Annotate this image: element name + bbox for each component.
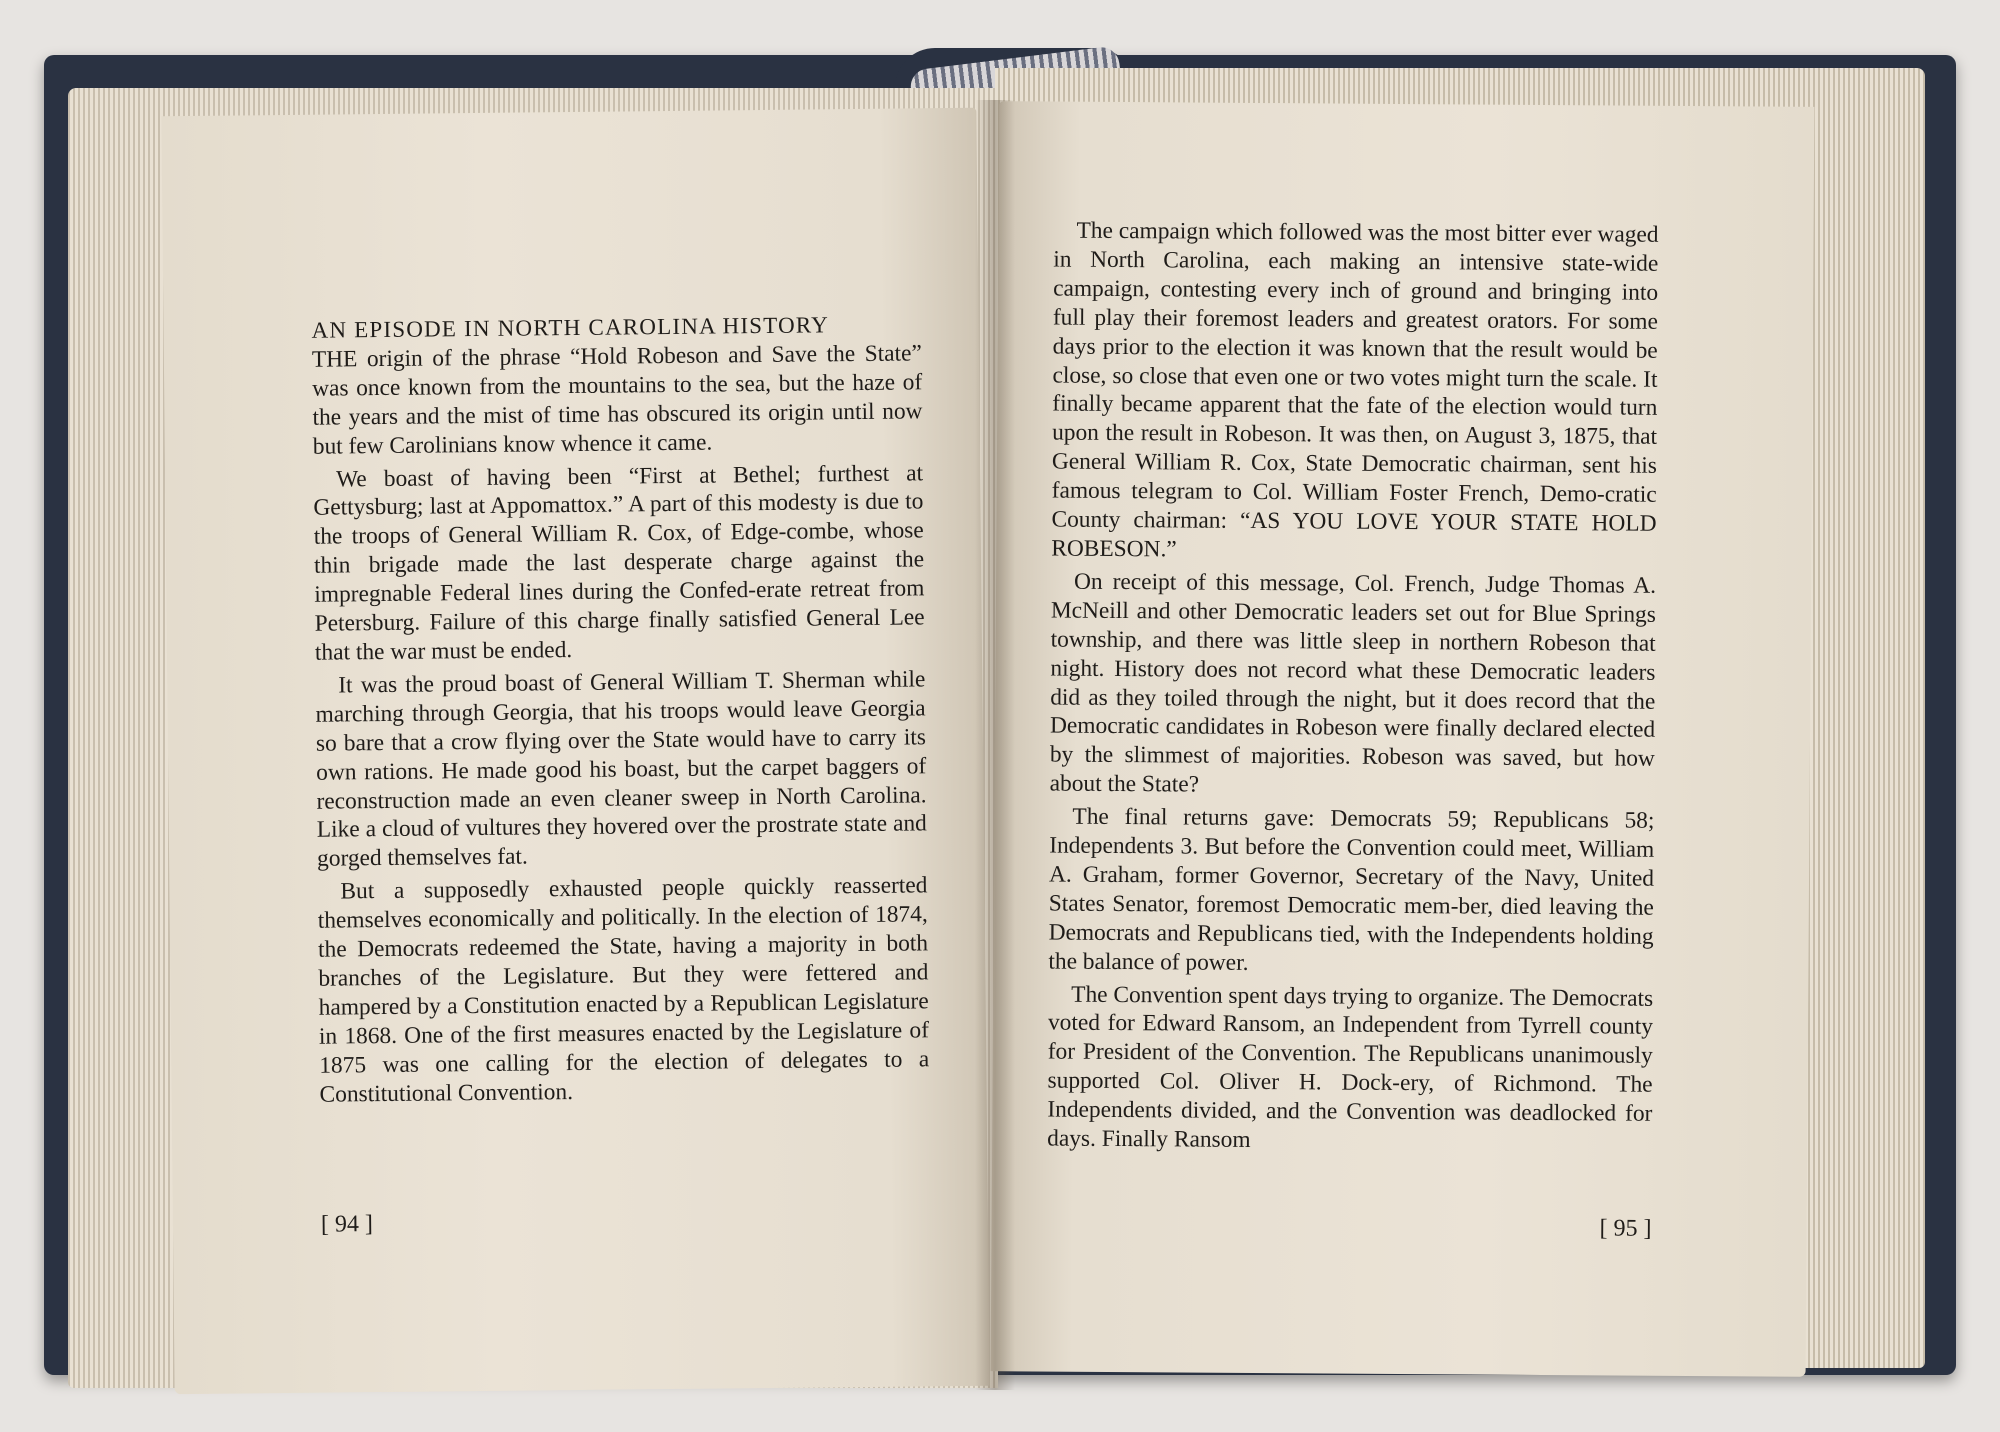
right-page-text [1047,217,1659,1158]
page-number: [ 94 ] [320,1211,374,1238]
page-number: [ 95 ] [1599,1215,1652,1242]
chapter-heading: AN EPISODE IN NORTH CAROLINA HISTORY [311,312,830,343]
paragraph: The final returns gave: Democrats 59; Republicans 58; Independents 3. But before the Convention could meet, William A. Graham, former Governor, Secretary of the Navy, United States Senator, foremost Democratic mem-ber, died leaving the Democrats and Republicans tied, with the Independents holding the balance of power. [1048,803,1655,976]
paragraph: THE origin of the phrase “Hold Robeson and Save the State” was once known from the mountains to the sea, but the haze of the years and the mist of time has obscured its origin until now but few Carolinians know whence it came. [311,340,923,460]
paragraph: But a supposedly exhausted people quickly reasserted themselves economically and politically. In the election of 1874, the Democrats redeemed the State, having a majority in both branches of the Legislature. But they were fettered and hampered by a Constitution enacted by a Republican Legislature in 1868. One of the first measures enacted by the Legislature of 1875 was one calling for the election of delegates to a Constitutional Convention. [317,872,930,1108]
left-page-text [311,310,929,1109]
paragraph: It was the proud boast of General William T. Sherman while marching through Georgia, that his troops would leave Georgia so bare that a crow flying over the State would have to carry its own rations. He made good his boast, but the carpet baggers of reconstruction made an even cleaner sweep in North Carolina. Like a cloud of vultures they hovered over the prostrate state and gorged themselves fat. [315,666,927,873]
paragraph: The Convention spent days trying to organize. The Democrats voted for Edward Ransom, an Independent from Tyrrell county for President of the Convention. The Republicans unanimously supported Col. Oliver H. Dock-ery, of Richmond. The Independents divided, and the Convention was deadlocked for days. Finally Ransom [1047,981,1654,1154]
paragraph: The campaign which followed was the most bitter ever waged in North Carolina, each making an intensive state-wide campaign, contesting every inch of ground and bringing into full play their foremost leaders and greatest orators. For some days prior to the election it was known that the result would be close, so close that even one or two votes might turn the scale. It finally became apparent that the fate of the election would turn upon the result in Robeson. It was then, on August 3, 1875, that General William R. Cox, State Democratic chairman, sent his famous telegram to Col. William Foster French, Demo-cratic County chairman: “AS YOU LOVE YOUR STATE HOLD ROBESON.” [1051,217,1659,563]
right-page [991,101,1815,1377]
left-page [161,108,989,1394]
paragraph: We boast of having been “First at Bethel; furthest at Gettysburg; last at Appomattox.” A part of this modesty is due to the troops of General William R. Cox, of Edge-combe, whose thin brigade made the last desperate charge against the impregnable Federal lines during the Confed-erate retreat from Petersburg. Failure of this charge finally satisfied General Lee that the war must be ended. [313,459,925,666]
gutter-shadow [975,100,1015,1390]
paragraph: On receipt of this message, Col. French, Judge Thomas A. McNeill and other Democratic leaders set out for Blue Springs township, and there was little sleep in northern Robeson that night. History does not record what these Democratic leaders did as they toiled through the night, but it does record that the Democratic candidates in Robeson were finally declared elected by the slimmest of majorities. Robeson was saved, but how about the State? [1049,568,1657,798]
